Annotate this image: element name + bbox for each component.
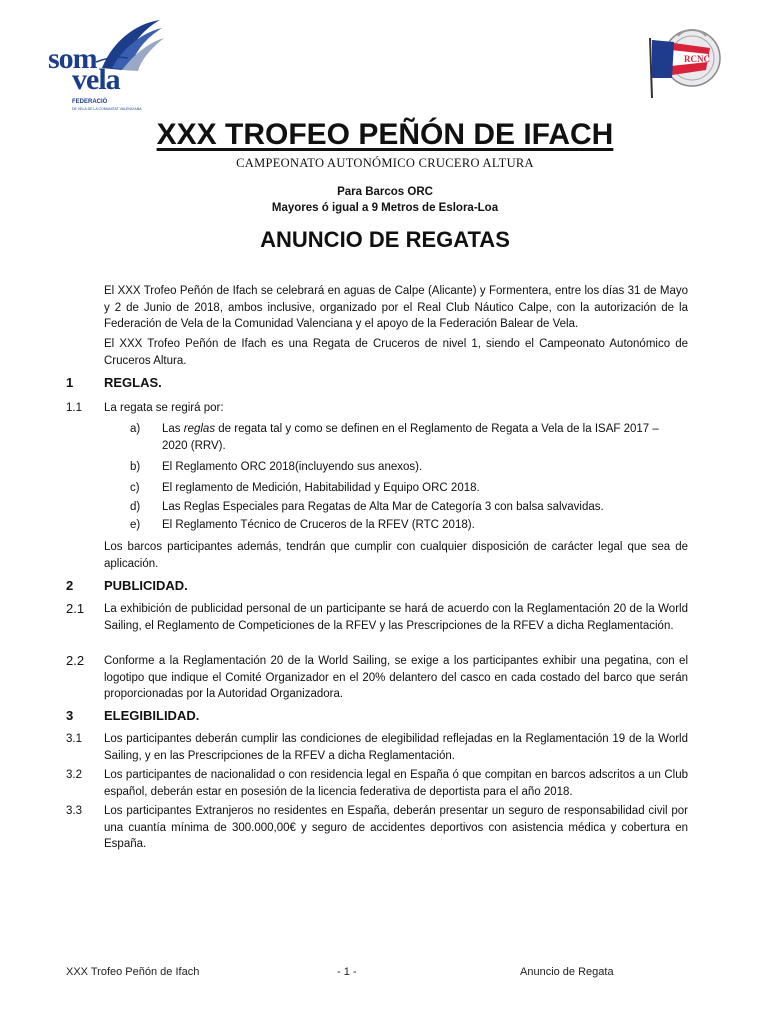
footer-left: XXX Trofeo Peñón de Ifach bbox=[66, 966, 200, 978]
list-letter: a) bbox=[130, 423, 141, 435]
somvela-logo bbox=[44, 18, 154, 111]
logo-text-vela: vela bbox=[72, 63, 120, 96]
boat-class-line1: Para Barcos ORC bbox=[337, 186, 433, 198]
list-letter: c) bbox=[130, 482, 140, 494]
clause-text: La regata se regirá por: bbox=[104, 402, 224, 414]
document-title: XXX TROFEO PEÑÓN DE IFACH bbox=[156, 118, 614, 151]
section-number: 3 bbox=[66, 708, 74, 723]
list-letter: e) bbox=[130, 519, 141, 531]
document-subtitle: CAMPEONATO AUTONÓMICO CRUCERO ALTURA bbox=[236, 156, 534, 170]
section-heading: ANUNCIO DE REGATAS bbox=[260, 227, 510, 252]
list-text: El Reglamento ORC 2018(incluyendo sus anexos). bbox=[162, 461, 423, 473]
svg-text:RCNC: RCNC bbox=[684, 54, 710, 64]
logo-text-som: som bbox=[48, 42, 97, 75]
clause-text: Los participantes deberán cumplir las condiciones de elegibilidad reflejadas en la Reglamentación 19 de la World Sailing, y en las Prescripciones de la RFEV a dicha Reglamentación. bbox=[104, 733, 688, 762]
clause-number: 2.1 bbox=[66, 601, 85, 616]
section-title: ELEGIBILIDAD. bbox=[104, 708, 200, 723]
section-number: 2 bbox=[66, 578, 74, 593]
section-number: 1 bbox=[66, 375, 74, 390]
boat-class-info bbox=[0, 184, 770, 216]
list-letter: b) bbox=[130, 461, 141, 473]
section-title: PUBLICIDAD. bbox=[104, 578, 188, 593]
clause-number: 3.1 bbox=[66, 733, 82, 745]
clause-number: 2.2 bbox=[66, 653, 85, 668]
clause-text: Los participantes de nacionalidad o con residencia legal en España ó que compitan en barcos adscritos a un Club español, deberán estar en posesión de la licencia federativa de deportista para el año 2018. bbox=[104, 769, 688, 798]
intro-paragraph-1: El XXX Trofeo Peñón de Ifach se celebrará en aguas de Calpe (Alicante) y Formentera, entre los días 31 de Mayo y 2 de Junio de 2018, ambos inclusive, organizado por el Real Club Náutico Calpe, con la autorización de la Federación de Vela de la Comunidad Valenciana y el apoyo de la Federación Balear de Vela. bbox=[104, 285, 688, 330]
clause-text: Los participantes Extranjeros no residentes en España, deberán presentar un seguro de responsabilidad civil por una cuantía mínima de 300.000,00€ y seguro de accidentes deportivos con asistencia médica y cobertura en España. bbox=[104, 805, 688, 850]
clause-number: 3.3 bbox=[66, 805, 82, 817]
logo-text-federacio-sub: DE VELA DE LA COMUNITAT VALENCIANA bbox=[72, 107, 142, 111]
boat-class-line2: Mayores ó igual a 9 Metros de Eslora-Loa bbox=[271, 202, 499, 214]
clause-number: 3.2 bbox=[66, 769, 82, 781]
footer-page-number: - 1 - bbox=[337, 966, 357, 978]
club-burgee-logo bbox=[640, 18, 724, 100]
section-1-note: Los barcos participantes además, tendrán que cumplir con cualquier disposición de carácter legal que sea de aplicación. bbox=[104, 541, 688, 570]
logo-text-federacio: FEDERACIÓ bbox=[72, 99, 108, 105]
clause-number: 1.1 bbox=[66, 402, 82, 414]
section-title: REGLAS. bbox=[104, 375, 162, 390]
list-text: El Reglamento Técnico de Cruceros de la RFEV (RTC 2018). bbox=[162, 519, 475, 531]
burgee-flag-icon bbox=[640, 18, 724, 100]
intro-paragraph-2: El XXX Trofeo Peñón de Ifach es una Regata de Cruceros de nivel 1, siendo el Campeonato Autonómico de Cruceros Altura. bbox=[104, 338, 688, 367]
list-text: Las reglas de regata tal y como se definen en el Reglamento de Regata a Vela de la ISAF 2017 – 2020 (RRV). bbox=[162, 423, 659, 452]
clause-text: La exhibición de publicidad personal de un participante se hará de acuerdo con la Reglamentación 20 de la World Sailing, el Reglamento de Competiciones de la RFEV y las Prescripciones de la RFEV a dicha Reglamentación. bbox=[104, 603, 688, 632]
list-letter: d) bbox=[130, 501, 141, 513]
list-text: El reglamento de Medición, Habitabilidad y Equipo ORC 2018. bbox=[162, 482, 480, 494]
footer-right: Anuncio de Regata bbox=[520, 966, 614, 978]
list-text: Las Reglas Especiales para Regatas de Alta Mar de Categoría 3 con balsa salvavidas. bbox=[162, 501, 604, 513]
clause-text: Conforme a la Reglamentación 20 de la World Sailing, se exige a los participantes exhibir una pegatina, con el logotipo que indique el Comité Organizador en el 20% delantero del casco en cada costado del barco que serán proporcionadas por la Autoridad Organizadora. bbox=[104, 655, 688, 700]
